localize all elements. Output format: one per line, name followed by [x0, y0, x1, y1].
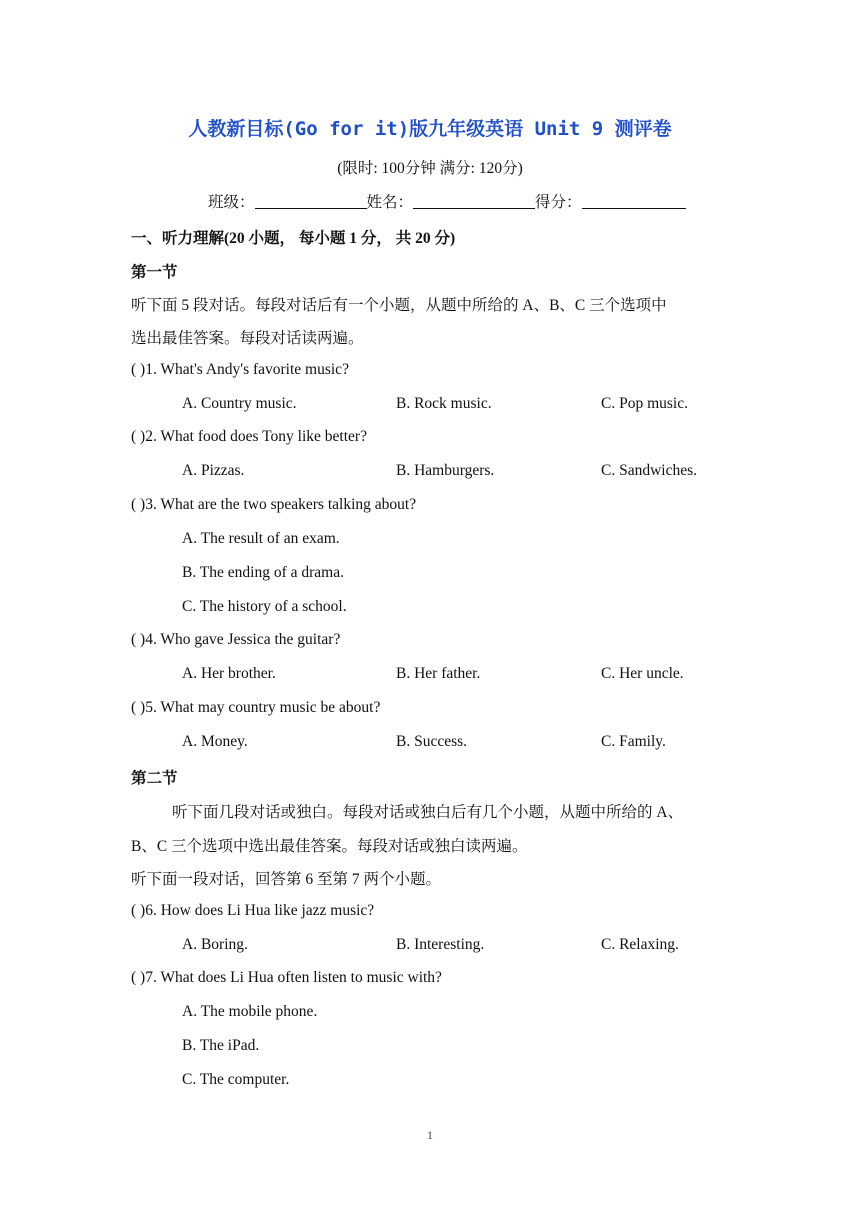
- question-stem: ( )2. What food does Tony like better?: [131, 428, 367, 445]
- option-a[interactable]: A. Country music.: [182, 395, 297, 412]
- question-stem: ( )3. What are the two speakers talking about?: [131, 496, 417, 513]
- question-stem: ( )5. What may country music be about?: [131, 699, 381, 716]
- option-a[interactable]: A. Boring.: [182, 936, 248, 953]
- option-a[interactable]: A. Her brother.: [182, 665, 276, 682]
- option-c[interactable]: C. Pop music.: [601, 395, 688, 412]
- instruction-line: 听下面 5 段对话。每段对话后有一个小题，从题中所给的 A、B、C 三个选项中: [131, 297, 667, 314]
- option-b[interactable]: B. The iPad.: [182, 1037, 260, 1054]
- option-c[interactable]: C. The computer.: [182, 1071, 290, 1088]
- option-a[interactable]: A. The mobile phone.: [182, 1003, 318, 1020]
- option-b[interactable]: B. Interesting.: [396, 936, 485, 953]
- option-b[interactable]: B. Her father.: [396, 665, 481, 682]
- option-a[interactable]: A. Money.: [182, 733, 248, 750]
- student-info-line: [208, 190, 686, 212]
- option-b[interactable]: B. Rock music.: [396, 395, 492, 412]
- question-stem: ( )1. What's Andy's favorite music?: [131, 361, 349, 378]
- option-c[interactable]: C. The history of a school.: [182, 598, 347, 615]
- question-stem: ( )6. How does Li Hua like jazz music?: [131, 902, 375, 919]
- score-blank[interactable]: [582, 194, 686, 209]
- option-b[interactable]: B. Hamburgers.: [396, 462, 495, 479]
- exam-subtitle: (限时: 100分钟 满分: 120分): [337, 160, 523, 177]
- option-b[interactable]: B. Success.: [396, 733, 468, 750]
- option-a[interactable]: A. Pizzas.: [182, 462, 245, 479]
- instruction-line: 选出最佳答案。每段对话读两遍。: [131, 330, 364, 347]
- question-stem: ( )4. Who gave Jessica the guitar?: [131, 631, 341, 648]
- score-label: 得分：: [535, 194, 582, 211]
- option-a[interactable]: A. The result of an exam.: [182, 530, 340, 547]
- page-title: 人教新目标(Go for it)版九年级英语 Unit 9 测评卷: [188, 118, 672, 140]
- instruction-line: 听下面几段对话或独白。每段对话或独白后有几个小题，从题中所给的 A、: [172, 804, 684, 821]
- option-c[interactable]: C. Family.: [601, 733, 666, 750]
- class-blank[interactable]: [255, 194, 367, 209]
- part-one-heading: 第一节: [131, 264, 178, 281]
- question-stem: ( )7. What does Li Hua often listen to music with?: [131, 969, 442, 986]
- instruction-line: B、C 三个选项中选出最佳答案。每段对话或独白读两遍。: [131, 838, 528, 855]
- name-blank[interactable]: [413, 194, 535, 209]
- part-two-heading: 第二节: [131, 770, 178, 787]
- instruction-line: 听下面一段对话，回答第 6 至第 7 两个小题。: [131, 871, 442, 888]
- name-label: 姓名：: [366, 194, 414, 211]
- option-b[interactable]: B. The ending of a drama.: [182, 564, 344, 581]
- option-c[interactable]: C. Her uncle.: [601, 665, 684, 682]
- class-label: 班级：: [208, 194, 255, 211]
- section-heading: 一、听力理解(20 小题， 每小题 1 分， 共 20 分): [131, 230, 456, 247]
- page-number: 1: [427, 1128, 433, 1142]
- option-c[interactable]: C. Relaxing.: [601, 936, 679, 953]
- option-c[interactable]: C. Sandwiches.: [601, 462, 698, 479]
